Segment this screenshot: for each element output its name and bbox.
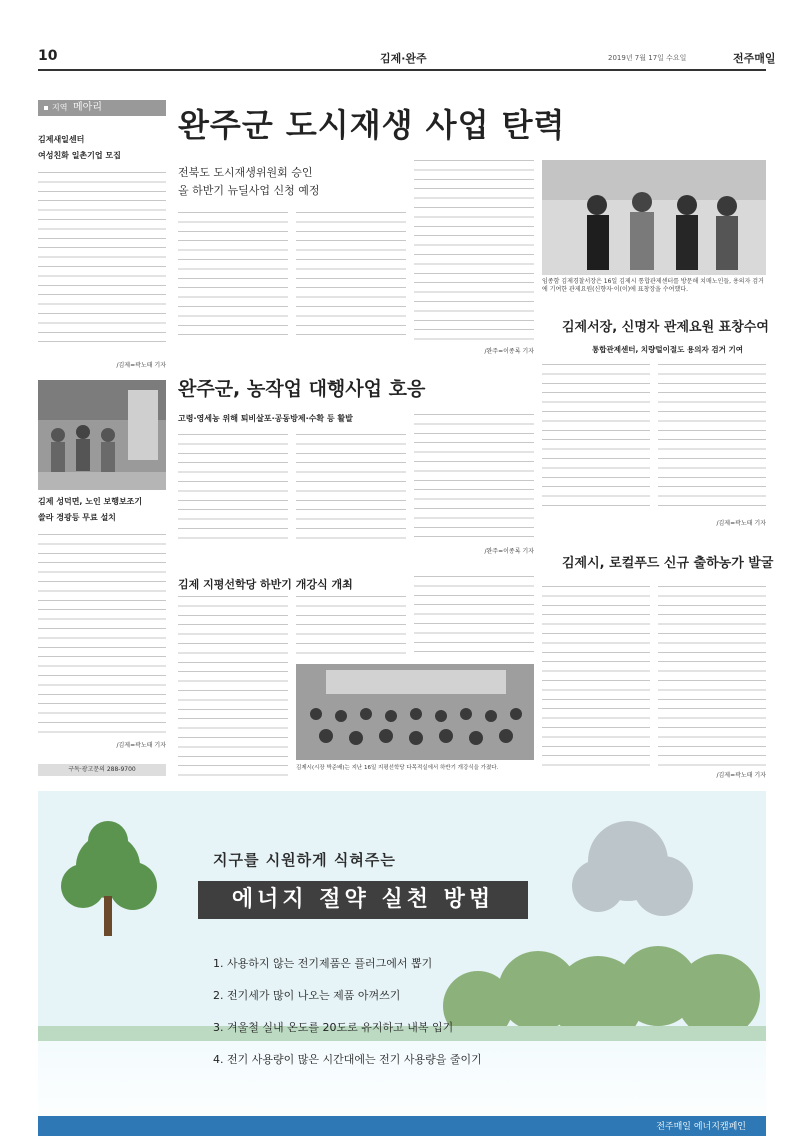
sidebar-tag-label: 메아리 [73, 102, 102, 113]
third-body-col3 [414, 576, 534, 656]
lead-subtitle-line1: 전북도 도시재생위원회 승인 [178, 166, 313, 179]
issue-date: 2019년 7월 17일 수요일 [608, 54, 687, 62]
energy-campaign-ad [38, 791, 766, 1136]
ad-tip-1: 1. 사용하지 않는 전기제품은 플러그에서 뽑기 [213, 957, 433, 970]
right-top-body-col2 [658, 364, 766, 514]
fourth-body-col2 [658, 586, 766, 766]
ad-tip-4: 4. 전기 사용량이 많은 시간대에는 전기 사용량을 줄이기 [213, 1053, 482, 1066]
right-top-caption: 임종함 김제경찰서장은 16일 김제시 통합관제센터를 방문해 치매노인들, 용의자 검거에 기여한 관제요원(신향자·이(이)에 표창장을 수여했다. [542, 278, 764, 293]
lead-subtitle [178, 164, 320, 200]
right-top-headline: 김제서장, 신명자 관제요원 표창수여 [562, 320, 769, 335]
second-body-col2 [296, 434, 406, 544]
sidebar-article2-body [38, 534, 166, 734]
sidebar-article1-byline: /김제=곽노태 기자 [116, 362, 166, 369]
second-byline: /완주=이종록 기자 [484, 548, 534, 555]
right-top-body-col1 [542, 364, 650, 514]
header-rule [38, 69, 766, 71]
sidebar-photo [38, 380, 166, 490]
ad-headline-line2: 에너지 절약 실천 방법 [198, 881, 528, 919]
right-top-photo [542, 160, 766, 275]
lead-body-col1 [178, 212, 288, 342]
third-body-col1 [178, 596, 288, 776]
sidebar-tag-prefix: 지역 [52, 103, 68, 112]
second-body-col3 [414, 414, 534, 540]
sidebar-article2-title1: 김제 성덕면, 노인 보행보조기 [38, 497, 143, 506]
lead-byline: /완주=이종록 기자 [484, 348, 534, 355]
fourth-body-col1 [542, 586, 650, 766]
third-body-col2 [296, 596, 406, 656]
second-body-col1 [178, 434, 288, 544]
lead-subtitle-line2: 올 하반기 뉴딜사업 신청 예정 [178, 184, 320, 197]
sidebar-article2-byline: /김제=곽노태 기자 [116, 742, 166, 749]
sidebar-article1-title: 여성친화 일촌기업 모집 [38, 151, 121, 160]
lead-body-col2 [296, 212, 406, 342]
right-top-byline: /김제=곽노태 기자 [716, 520, 766, 527]
subscription-footer: 구독·광고문의 288-9700 [38, 764, 166, 776]
second-headline: 완주군, 농작업 대행사업 호응 [178, 378, 426, 400]
lead-headline: 완주군 도시재생 사업 탄력 [178, 106, 566, 144]
sidebar-tag [38, 100, 166, 116]
ad-footer-bar [38, 1116, 766, 1136]
fourth-byline: /김제=곽노태 기자 [716, 772, 766, 779]
bullet-icon [44, 106, 48, 110]
third-headline: 김제 지평선학당 하반기 개강식 개최 [178, 578, 353, 591]
sidebar-article1-org: 김제새일센터 [38, 135, 85, 144]
second-subtitle: 고령·영세농 위해 퇴비살포·공동방제·수확 등 활발 [178, 414, 353, 423]
fourth-headline: 김제시, 로컬푸드 신규 출하농가 발굴 [562, 556, 774, 571]
third-photo [296, 664, 534, 760]
right-top-subtitle: 통합관제센터, 치량털이절도 용의자 검거 기여 [592, 345, 743, 354]
section-title: 김제·완주 [380, 52, 427, 65]
ad-footer-label: 전주매일 에너지캠페인 [656, 1122, 746, 1132]
third-caption: 김제시(시장 박준배)는 지난 16일 지평선학당 다목적실에서 하반기 개강식을 가졌다. [296, 765, 499, 771]
newspaper-brand: 전주매일 [733, 52, 776, 65]
sidebar-article2-title2: 쓸라 경광등 무료 설치 [38, 513, 116, 522]
ad-tip-3: 3. 겨울철 실내 온도를 20도로 유지하고 내복 입기 [213, 1021, 454, 1034]
ad-tip-2: 2. 전기세가 많이 나오는 제품 아껴쓰기 [213, 989, 401, 1002]
lead-body-col3 [414, 160, 534, 340]
ad-headline-line1: 지구를 시원하게 식혀주는 [213, 851, 396, 869]
sidebar-article1-body [38, 172, 166, 348]
page-number: 10 [38, 48, 58, 64]
